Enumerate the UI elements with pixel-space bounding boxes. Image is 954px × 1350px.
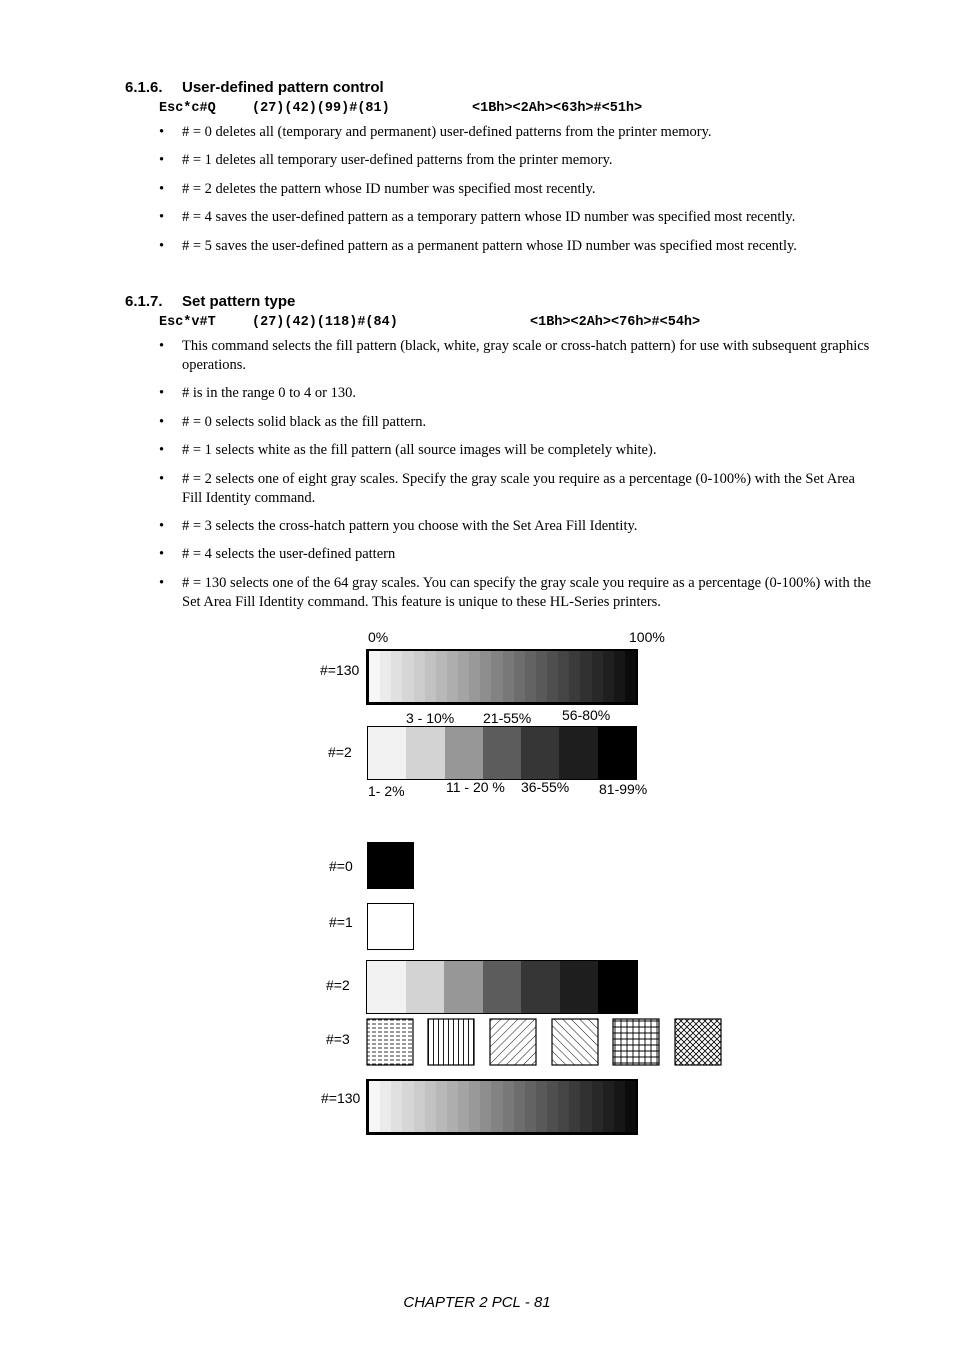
section-617-title: Set pattern type bbox=[182, 293, 296, 310]
gray-level-cell bbox=[425, 651, 436, 702]
gray-level-cell bbox=[367, 961, 406, 1013]
section-616-bullet-list bbox=[159, 123, 874, 265]
label-hash-130-top: #=130 bbox=[320, 662, 360, 678]
label-hash-130-bottom: #=130 bbox=[321, 1090, 361, 1106]
section-617-heading bbox=[125, 293, 295, 310]
label-range-3-10: 3 - 10% bbox=[406, 710, 455, 726]
gray-level-cell bbox=[380, 1081, 391, 1132]
gray-level-cell bbox=[391, 1081, 402, 1132]
gray-level-cell bbox=[425, 1081, 436, 1132]
bullet-item: • # = 4 selects the user-defined pattern bbox=[159, 545, 874, 564]
gray-level-cell bbox=[369, 651, 380, 702]
gray-scale-8-strip-bottom bbox=[366, 960, 638, 1014]
gray-level-cell bbox=[469, 1081, 480, 1132]
section-616-heading bbox=[125, 79, 384, 96]
label-range-11-20: 11 - 20 % bbox=[446, 779, 505, 795]
gray-level-cell bbox=[514, 651, 525, 702]
section-616-cmd-esc: Esc*c#Q bbox=[159, 101, 216, 116]
gray-level-cell bbox=[458, 1081, 469, 1132]
section-617-bullet-list bbox=[159, 337, 874, 621]
gray-level-cell bbox=[603, 1081, 614, 1132]
label-range-81-99: 81-99% bbox=[599, 781, 648, 797]
gray-level-cell bbox=[406, 961, 445, 1013]
gray-level-cell bbox=[369, 1081, 380, 1132]
gray-level-cell bbox=[402, 651, 413, 702]
gray-level-cell bbox=[445, 727, 483, 779]
bullet-item: • # = 2 deletes the pattern whose ID number was specified most recently. bbox=[159, 180, 874, 199]
gray-level-cell bbox=[598, 961, 637, 1013]
gray-level-cell bbox=[483, 961, 522, 1013]
gray-level-cell bbox=[525, 651, 536, 702]
gray-level-cell bbox=[580, 1081, 591, 1132]
section-616-number: 6.1.6. bbox=[125, 79, 163, 96]
solid-black-pattern-swatch bbox=[367, 842, 414, 889]
gray-level-cell bbox=[580, 651, 591, 702]
bullet-item: • # = 4 saves the user-defined pattern as a temporary pattern whose ID number was specified most recently. bbox=[159, 208, 874, 227]
gray-level-cell bbox=[514, 1081, 525, 1132]
gray-level-cell bbox=[521, 961, 560, 1013]
section-617-cmd-hex: <1Bh><2Ah><76h>#<54h> bbox=[530, 315, 701, 330]
gray-level-cell bbox=[547, 1081, 558, 1132]
gray-level-cell bbox=[569, 651, 580, 702]
section-616-cmd-hex: <1Bh><2Ah><63h>#<51h> bbox=[472, 101, 643, 116]
gray-level-cell bbox=[614, 1081, 625, 1132]
gray-level-cell bbox=[592, 651, 603, 702]
gray-level-cell bbox=[603, 651, 614, 702]
square-grid-hatch-swatch bbox=[613, 1019, 659, 1065]
gray-level-cell bbox=[406, 727, 444, 779]
bullet-item: • # = 1 selects white as the fill pattern (all source images will be completely white). bbox=[159, 441, 874, 460]
gray-level-cell bbox=[558, 651, 569, 702]
gray-level-cell bbox=[547, 651, 558, 702]
section-617-cmd-dec: (27)(42)(118)#(84) bbox=[252, 315, 398, 330]
label-100-percent: 100% bbox=[629, 629, 665, 645]
gray-scale-64-strip-bottom bbox=[366, 1079, 638, 1135]
gray-level-cell bbox=[559, 727, 597, 779]
horizontal-hatch-swatch bbox=[367, 1019, 413, 1065]
label-hash-1: #=1 bbox=[329, 914, 353, 930]
gray-level-cell bbox=[503, 651, 514, 702]
bullet-item: • # = 130 selects one of the 64 gray scales. You can specify the gray scale you require as a percentage (0-100%) with the Set Area Fill Identity command. This feature is unique to these HL-Series printers. bbox=[159, 574, 874, 612]
gray-scale-8-strip-top bbox=[367, 726, 637, 780]
label-range-21-55: 21-55% bbox=[483, 710, 532, 726]
gray-level-cell bbox=[558, 1081, 569, 1132]
gray-level-cell bbox=[469, 651, 480, 702]
gray-level-cell bbox=[414, 651, 425, 702]
gray-level-cell bbox=[625, 651, 636, 702]
label-hash-2-top: #=2 bbox=[328, 744, 352, 760]
bullet-item: • # = 5 saves the user-defined pattern as a permanent pattern whose ID number was specified most recently. bbox=[159, 237, 874, 256]
gray-level-cell bbox=[447, 1081, 458, 1132]
gray-level-cell bbox=[483, 727, 521, 779]
label-hash-3: #=3 bbox=[326, 1031, 350, 1047]
diagonal-hatch-swatch bbox=[490, 1019, 536, 1065]
gray-level-cell bbox=[436, 651, 447, 702]
vertical-hatch-swatch bbox=[428, 1019, 474, 1065]
section-617-number: 6.1.7. bbox=[125, 293, 163, 310]
gray-level-cell bbox=[569, 1081, 580, 1132]
gray-level-cell bbox=[447, 651, 458, 702]
bullet-item: • # = 0 deletes all (temporary and permanent) user-defined patterns from the printer memory. bbox=[159, 123, 874, 142]
gray-level-cell bbox=[536, 1081, 547, 1132]
gray-level-cell bbox=[503, 1081, 514, 1132]
label-hash-0: #=0 bbox=[329, 858, 353, 874]
white-pattern-swatch bbox=[367, 903, 414, 950]
gray-level-cell bbox=[380, 651, 391, 702]
label-range-1-2: 1- 2% bbox=[368, 783, 405, 799]
label-hash-2-bottom: #=2 bbox=[326, 977, 350, 993]
gray-level-cell bbox=[436, 1081, 447, 1132]
diagonal-cross-hatch-swatch bbox=[675, 1019, 721, 1065]
gray-level-cell bbox=[458, 651, 469, 702]
gray-level-cell bbox=[536, 651, 547, 702]
gray-level-cell bbox=[480, 1081, 491, 1132]
gray-level-cell bbox=[598, 727, 636, 779]
gray-level-cell bbox=[525, 1081, 536, 1132]
gray-level-cell bbox=[592, 1081, 603, 1132]
gray-level-cell bbox=[402, 1081, 413, 1132]
reverse-diagonal-hatch-swatch bbox=[552, 1019, 598, 1065]
gray-level-cell bbox=[521, 727, 559, 779]
bullet-item: • # is in the range 0 to 4 or 130. bbox=[159, 384, 874, 403]
bullet-item: • # = 1 deletes all temporary user-defined patterns from the printer memory. bbox=[159, 151, 874, 170]
gray-level-cell bbox=[560, 961, 599, 1013]
gray-level-cell bbox=[614, 651, 625, 702]
label-range-56-80: 56-80% bbox=[562, 707, 611, 723]
gray-level-cell bbox=[491, 1081, 502, 1132]
bullet-item: • # = 0 selects solid black as the fill pattern. bbox=[159, 413, 874, 432]
gray-scale-64-strip-top bbox=[366, 649, 638, 705]
cross-hatch-pattern-swatches bbox=[366, 1018, 724, 1067]
section-616-title: User-defined pattern control bbox=[182, 79, 384, 96]
section-617-cmd-esc: Esc*v#T bbox=[159, 315, 216, 330]
gray-level-cell bbox=[444, 961, 483, 1013]
page-footer: CHAPTER 2 PCL - 81 bbox=[403, 1294, 551, 1311]
label-range-36-55: 36-55% bbox=[521, 779, 570, 795]
gray-level-cell bbox=[414, 1081, 425, 1132]
gray-level-cell bbox=[368, 727, 406, 779]
bullet-item: • This command selects the fill pattern (black, white, gray scale or cross-hatch pattern) for use with subsequent graphics operations. bbox=[159, 337, 874, 375]
gray-level-cell bbox=[625, 1081, 636, 1132]
label-0-percent: 0% bbox=[368, 629, 389, 645]
bullet-item: • # = 3 selects the cross-hatch pattern you choose with the Set Area Fill Identity. bbox=[159, 517, 874, 536]
gray-level-cell bbox=[491, 651, 502, 702]
gray-level-cell bbox=[391, 651, 402, 702]
section-616-cmd-dec: (27)(42)(99)#(81) bbox=[252, 101, 390, 116]
bullet-item: • # = 2 selects one of eight gray scales. Specify the gray scale you require as a percentage (0-100%) with the Set Area Fill Identity command. bbox=[159, 470, 874, 508]
gray-level-cell bbox=[480, 651, 491, 702]
